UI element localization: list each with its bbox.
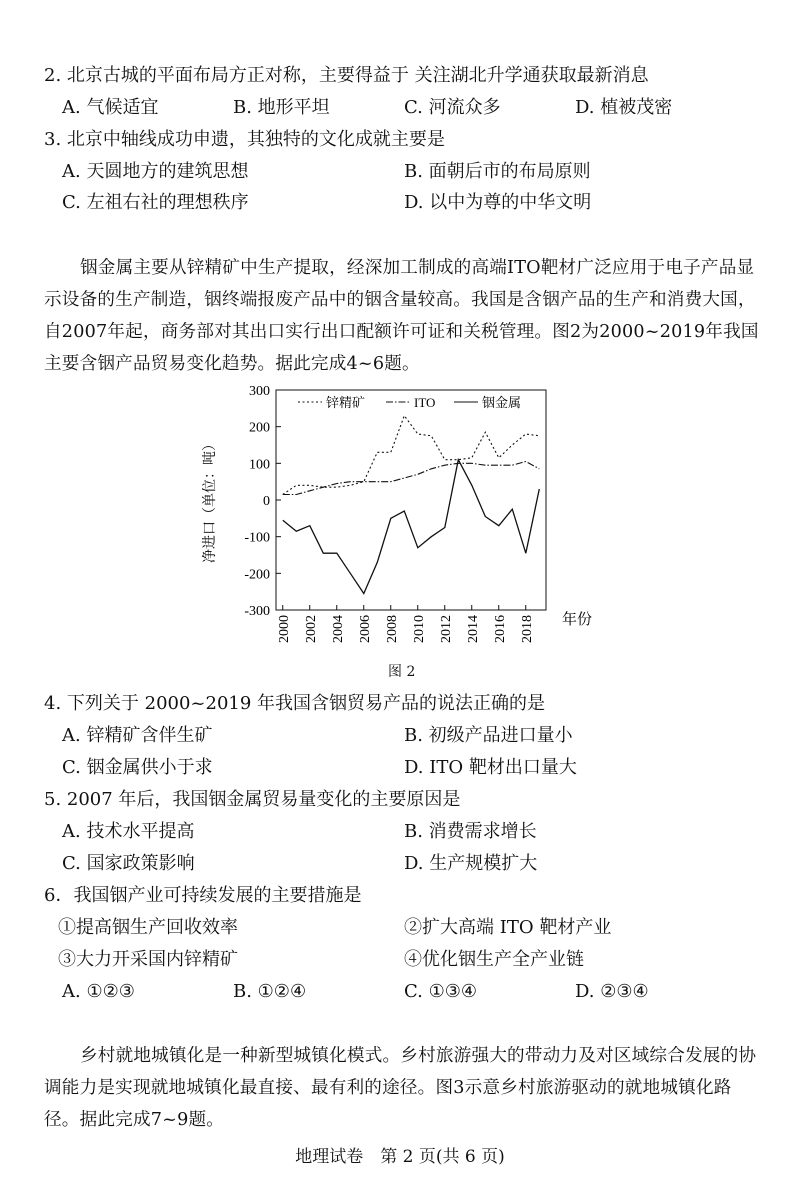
- passage-rural-urbanization: 乡村就地城镇化是一种新型城镇化模式。乡村旅游强大的带动力及对区域综合发展的协调能力是实现就地城镇化最直接、最有利的途径。图3示意乡村旅游驱动的就地城镇化路径。据此完成7~9题。: [44, 1046, 757, 1130]
- q3-option-d: D. 以中为尊的中华文明: [404, 192, 592, 213]
- y-tick-label: 200: [249, 420, 270, 436]
- y-axis-label: 净进口（单位：吨）: [203, 437, 218, 563]
- q5-option-d: D. 生产规模扩大: [404, 853, 538, 874]
- series-line-2: [283, 460, 540, 594]
- q6-option-c: C. ①③④: [404, 981, 477, 1002]
- legend-label-2: 铟金属: [482, 395, 522, 410]
- page-footer: 地理试卷 第 2 页(共 6 页): [295, 1147, 505, 1167]
- q6-option-b: B. ①②④: [233, 981, 307, 1002]
- passage-indium: 铟金属主要从锌精矿中生产提取，经深加工制成的高端ITO靶材广泛应用于电子产品显示设备的生产制造，铟终端报废产品中的铟含量较高。我国是含铟产品的生产和消费大国，自2007年起，商务部对其出口实行出口配额许可证和关税管理。图2为2000~2019年我国主要含铟产品贸易变化趋势。据此完成4~6题。: [44, 258, 759, 374]
- legend-label-1: ITO: [414, 395, 436, 410]
- q5-option-a: A. 技术水平提高: [62, 821, 195, 842]
- x-tick-label: 2006: [357, 615, 373, 643]
- x-axis-label: 年份: [562, 612, 593, 628]
- q6-option-d: D. ②③④: [575, 981, 649, 1002]
- x-tick-label: 2008: [384, 615, 400, 643]
- x-tick-label: 2012: [438, 615, 454, 643]
- y-tick-label: -200: [244, 567, 270, 583]
- x-tick-label: 2000: [276, 615, 292, 643]
- series-line-0: [283, 416, 540, 495]
- q6-option-a: A. ①②③: [62, 981, 135, 1002]
- q6-item-2: ②扩大高端 ITO 靶材产业: [404, 917, 612, 938]
- question-2-stem: 2. 北京古城的平面布局方正对称，主要得益于 关注湖北升学通获取最新消息: [44, 65, 649, 86]
- x-tick-label: 2016: [492, 615, 508, 643]
- q6-item-3: ③大力开采国内锌精矿: [58, 949, 238, 970]
- plot-frame: [276, 390, 546, 610]
- x-tick-label: 2004: [330, 615, 346, 643]
- figure-2-chart: [190, 380, 610, 680]
- q6-item-4: ④优化铟生产全产业链: [404, 949, 584, 970]
- figure-2-caption: 图 2: [388, 664, 416, 680]
- q4-option-b: B. 初级产品进口量小: [404, 725, 573, 746]
- y-tick-label: 300: [249, 384, 270, 399]
- q4-option-a: A. 锌精矿含伴生矿: [62, 725, 213, 746]
- q3-option-a: A. 天圆地方的建筑思想: [62, 161, 249, 182]
- q5-option-b: B. 消费需求增长: [404, 821, 537, 842]
- q4-option-c: C. 铟金属供小于求: [62, 757, 213, 778]
- x-tick-label: 2010: [411, 615, 427, 643]
- q4-option-d: D. ITO 靶材出口量大: [404, 757, 577, 778]
- x-tick-label: 2002: [303, 615, 319, 643]
- y-tick-label: -100: [244, 530, 270, 546]
- q2-option-c: C. 河流众多: [404, 97, 501, 118]
- y-tick-label: -300: [244, 604, 270, 619]
- q3-option-b: B. 面朝后市的布局原则: [404, 161, 591, 182]
- question-4-stem: 4. 下列关于 2000~2019 年我国含铟贸易产品的说法正确的是: [44, 693, 546, 714]
- series-line-1: [283, 462, 540, 495]
- x-tick-label: 2014: [465, 615, 481, 643]
- q2-option-d: D. 植被茂密: [575, 97, 673, 118]
- q5-option-c: C. 国家政策影响: [62, 853, 195, 874]
- question-6-stem: 6．我国铟产业可持续发展的主要措施是: [44, 885, 362, 906]
- x-tick-label: 2018: [519, 615, 535, 643]
- question-3-stem: 3. 北京中轴线成功申遗，其独特的文化成就主要是: [44, 129, 445, 150]
- q6-item-1: ①提高铟生产回收效率: [58, 917, 238, 938]
- y-tick-label: 100: [249, 457, 270, 473]
- q3-option-c: C. 左祖右社的理想秩序: [62, 192, 249, 213]
- question-5-stem: 5. 2007 年后，我国铟金属贸易量变化的主要原因是: [44, 789, 461, 810]
- q2-option-a: A. 气候适宜: [62, 97, 159, 118]
- legend-label-0: 锌精矿: [326, 395, 366, 410]
- q2-option-b: B. 地形平坦: [233, 97, 330, 118]
- y-tick-label: 0: [263, 494, 270, 509]
